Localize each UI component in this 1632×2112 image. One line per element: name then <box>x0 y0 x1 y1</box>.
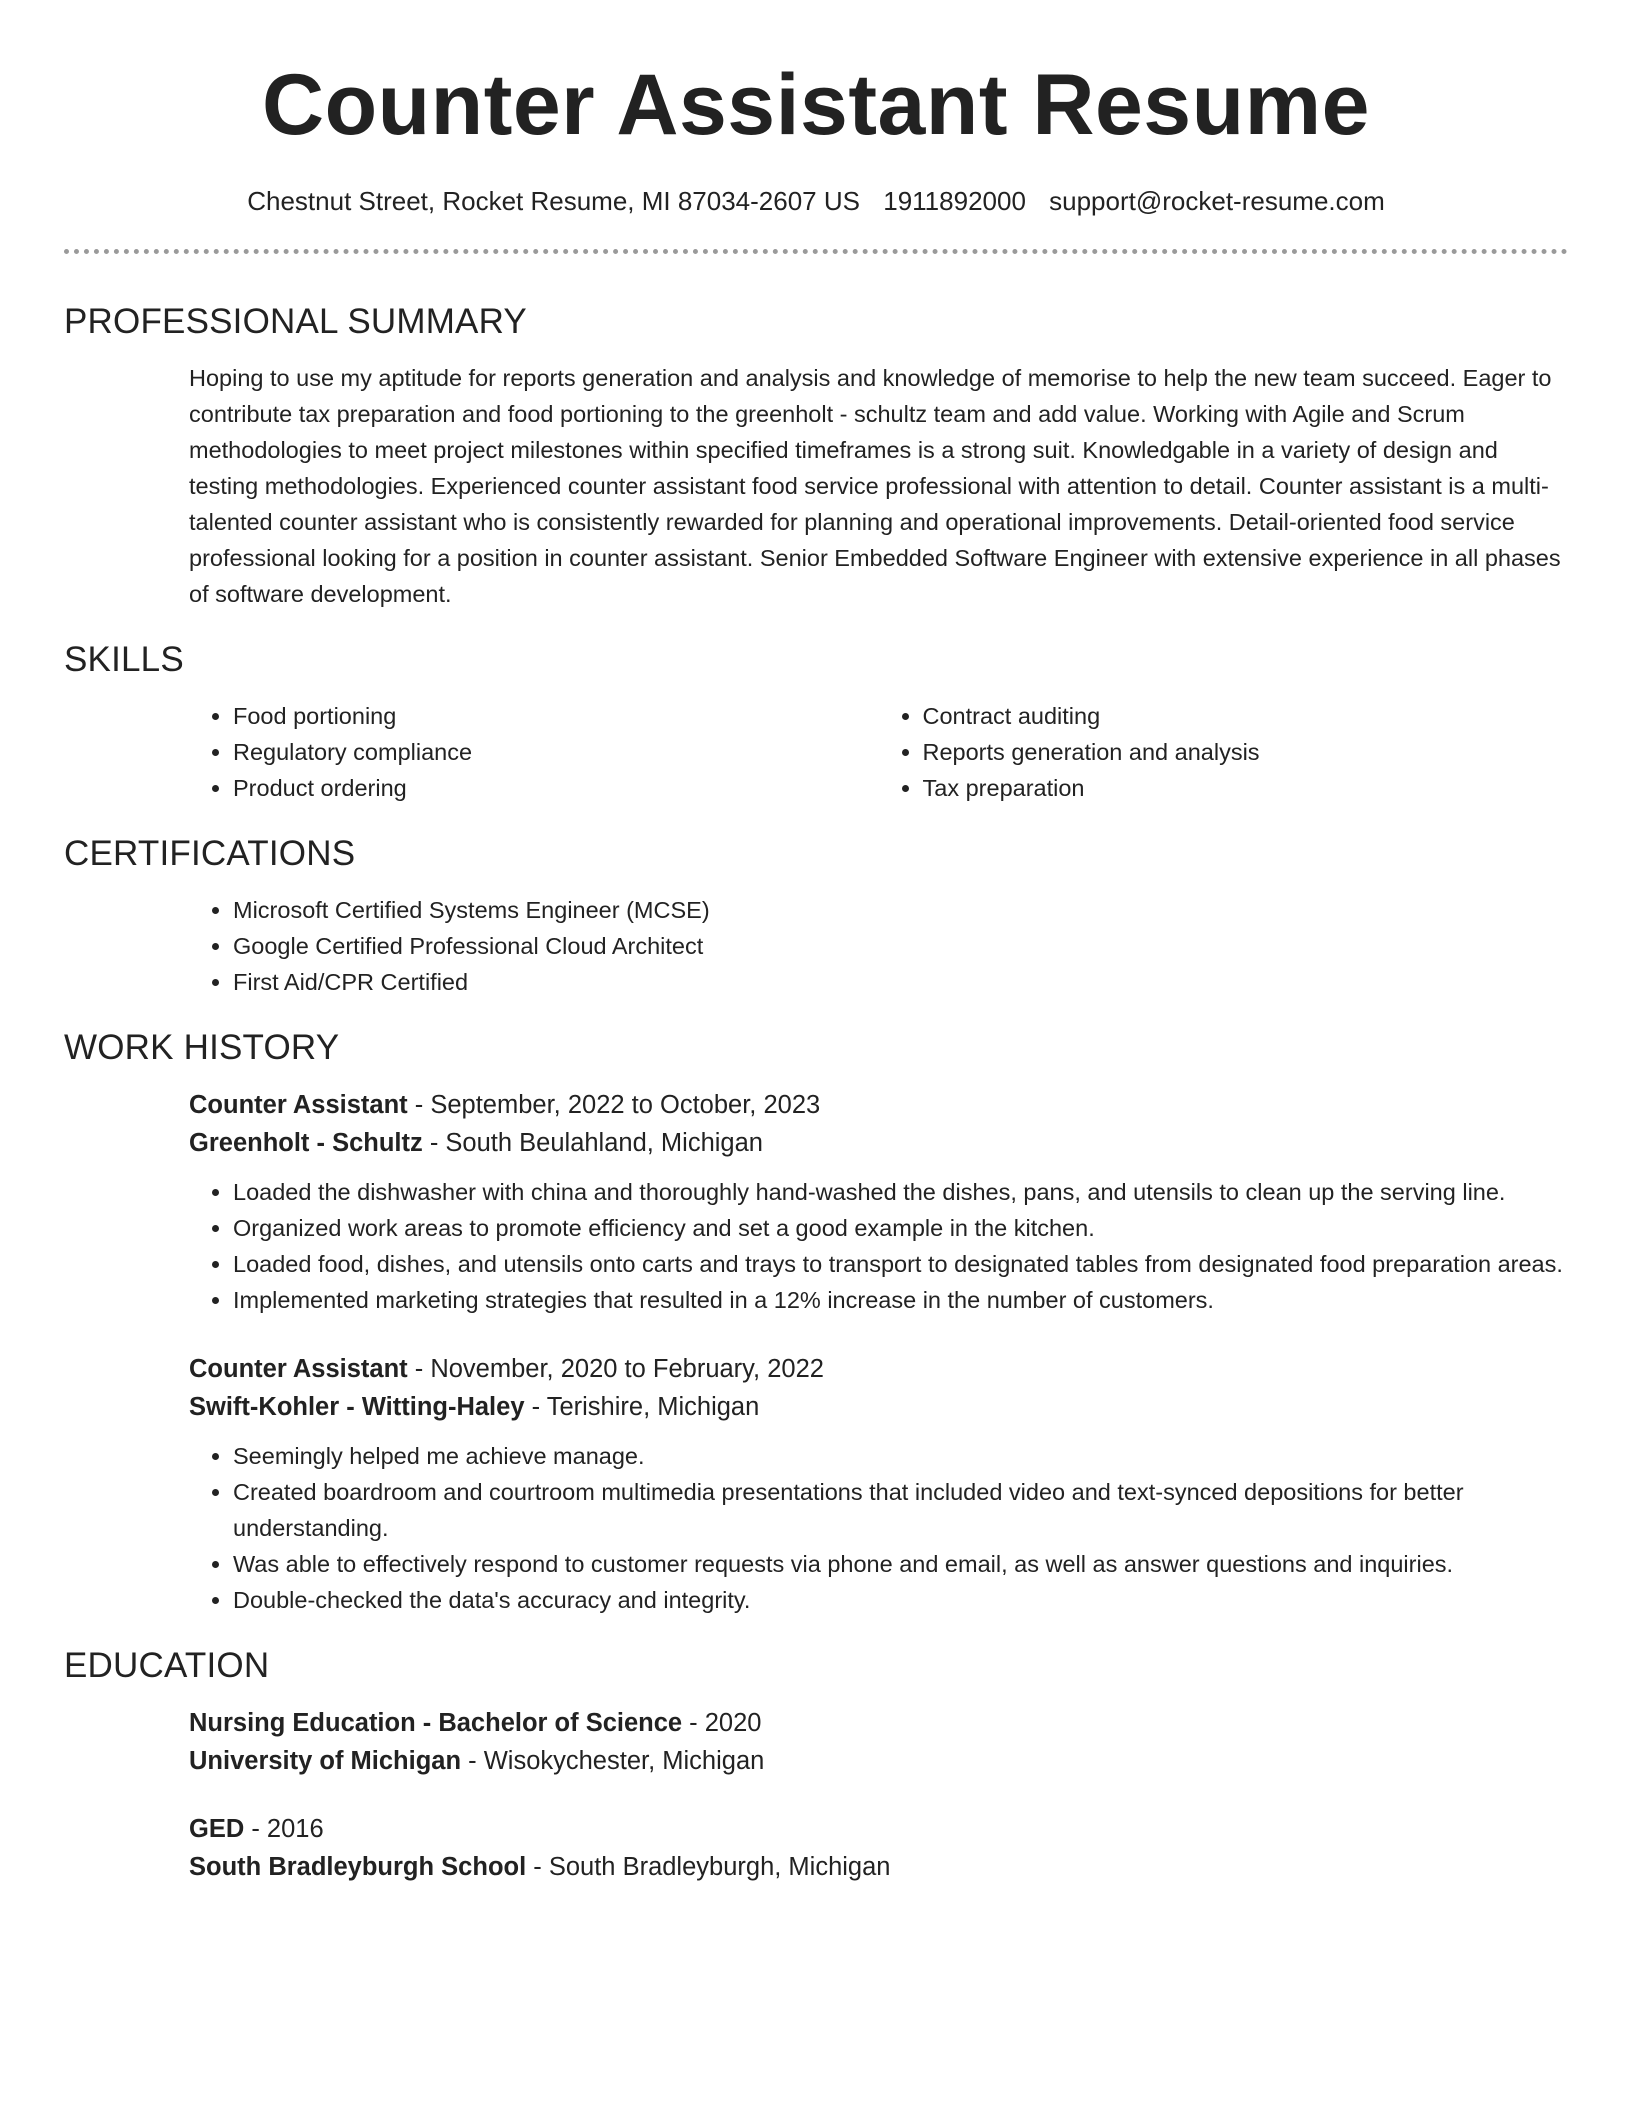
certifications-heading: CERTIFICATIONS <box>64 834 356 873</box>
skills-grid <box>189 698 1568 806</box>
job-bullets <box>189 1438 1568 1618</box>
job-location: - South Beulahland, Michigan <box>422 1129 763 1157</box>
job-bullet: • Organized work areas to promote efficiency and set a good example in the kitchen. <box>233 1210 1568 1246</box>
contact-phone: 1911892000 <box>883 186 1026 216</box>
skills-list-right <box>879 698 1569 806</box>
education-school: South Bradleyburgh School <box>189 1853 527 1881</box>
education-degree-line <box>189 1704 1568 1742</box>
skill-item: • Contract auditing <box>923 698 1569 734</box>
education-year: - 2020 <box>682 1709 762 1737</box>
summary-text: Hoping to use my aptitude for reports generation and analysis and knowledge of memorise to help the new team succeed. Eager to contribute tax preparation and food portioning to the greenholt - schultz team and add value. Working with Agile and Scrum methodologies to meet project milestones within specified timeframes is a strong suit. Knowledgable in a variety of design and testing methodologies. Experienced counter assistant food service professional with attention to detail. Counter assistant is a multi-talented counter assistant who is consistently rewarded for planning and operational improvements. Detail-oriented food service professional looking for a position in counter assistant. Senior Embedded Software Engineer with extensive experience in all phases of software development. <box>189 365 1561 607</box>
job-title-line <box>189 1086 1568 1124</box>
header-divider <box>64 249 1568 254</box>
certification-item: • Microsoft Certified Systems Engineer (MCSE) <box>233 892 1568 928</box>
skill-item: • Regulatory compliance <box>233 734 879 770</box>
education-school-line <box>189 1742 1568 1780</box>
job-company-line <box>189 1124 1568 1162</box>
job-title: Counter Assistant <box>189 1091 408 1119</box>
contact-line <box>64 183 1568 219</box>
contact-address: Chestnut Street, Rocket Resume, MI 87034-2607 US <box>247 186 860 216</box>
job-location: - Terishire, Michigan <box>524 1393 760 1421</box>
education-degree: Nursing Education - Bachelor of Science <box>189 1709 683 1737</box>
education-school-line <box>189 1848 1568 1886</box>
job-dates: - September, 2022 to October, 2023 <box>407 1091 821 1119</box>
job-bullet: • Was able to effectively respond to customer requests via phone and email, as well as answer questions and inquiries. <box>233 1546 1568 1582</box>
skills-list-left <box>189 698 879 806</box>
job-bullet: • Loaded the dishwasher with china and thoroughly hand-washed the dishes, pans, and utensils to clean up the serving line. <box>233 1174 1568 1210</box>
skills-heading: SKILLS <box>64 640 184 679</box>
certification-item: • First Aid/CPR Certified <box>233 964 1568 1000</box>
job-bullet: • Created boardroom and courtroom multimedia presentations that included video and text-synced depositions for better understanding. <box>233 1474 1568 1546</box>
job-bullets <box>189 1174 1568 1318</box>
job-title: Counter Assistant <box>189 1355 408 1383</box>
education-heading: EDUCATION <box>64 1646 270 1685</box>
education-school: University of Michigan <box>189 1747 462 1775</box>
summary-heading: PROFESSIONAL SUMMARY <box>64 302 527 341</box>
skill-item: • Tax preparation <box>923 770 1569 806</box>
job-company: Greenholt - Schultz <box>189 1129 423 1157</box>
skill-item: • Reports generation and analysis <box>923 734 1569 770</box>
certifications-list <box>189 892 1568 1000</box>
job-bullet: • Double-checked the data's accuracy and integrity. <box>233 1582 1568 1618</box>
education-location: - South Bradleyburgh, Michigan <box>526 1853 891 1881</box>
education-location: - Wisokychester, Michigan <box>461 1747 765 1775</box>
skill-item: • Product ordering <box>233 770 879 806</box>
job-entry <box>64 1350 1568 1618</box>
certification-item: • Google Certified Professional Cloud Architect <box>233 928 1568 964</box>
job-bullet: • Loaded food, dishes, and utensils onto carts and trays to transport to designated tables from designated food preparation areas. <box>233 1246 1568 1282</box>
skill-item: • Food portioning <box>233 698 879 734</box>
education-degree-line <box>189 1810 1568 1848</box>
job-bullet: • Implemented marketing strategies that resulted in a 12% increase in the number of customers. <box>233 1282 1568 1318</box>
contact-email: support@rocket-resume.com <box>1049 186 1385 216</box>
job-company-line <box>189 1388 1568 1426</box>
job-company: Swift-Kohler - Witting-Haley <box>189 1393 525 1421</box>
job-bullet: • Seemingly helped me achieve manage. <box>233 1438 1568 1474</box>
education-entry <box>64 1704 1568 1780</box>
job-dates: - November, 2020 to February, 2022 <box>407 1355 824 1383</box>
resume-title: Counter Assistant Resume <box>262 57 1370 153</box>
work-history-heading: WORK HISTORY <box>64 1028 340 1067</box>
job-title-line <box>189 1350 1568 1388</box>
job-entry <box>64 1086 1568 1318</box>
education-degree: GED <box>189 1815 245 1843</box>
education-entry <box>64 1810 1568 1886</box>
education-year: - 2016 <box>244 1815 324 1843</box>
